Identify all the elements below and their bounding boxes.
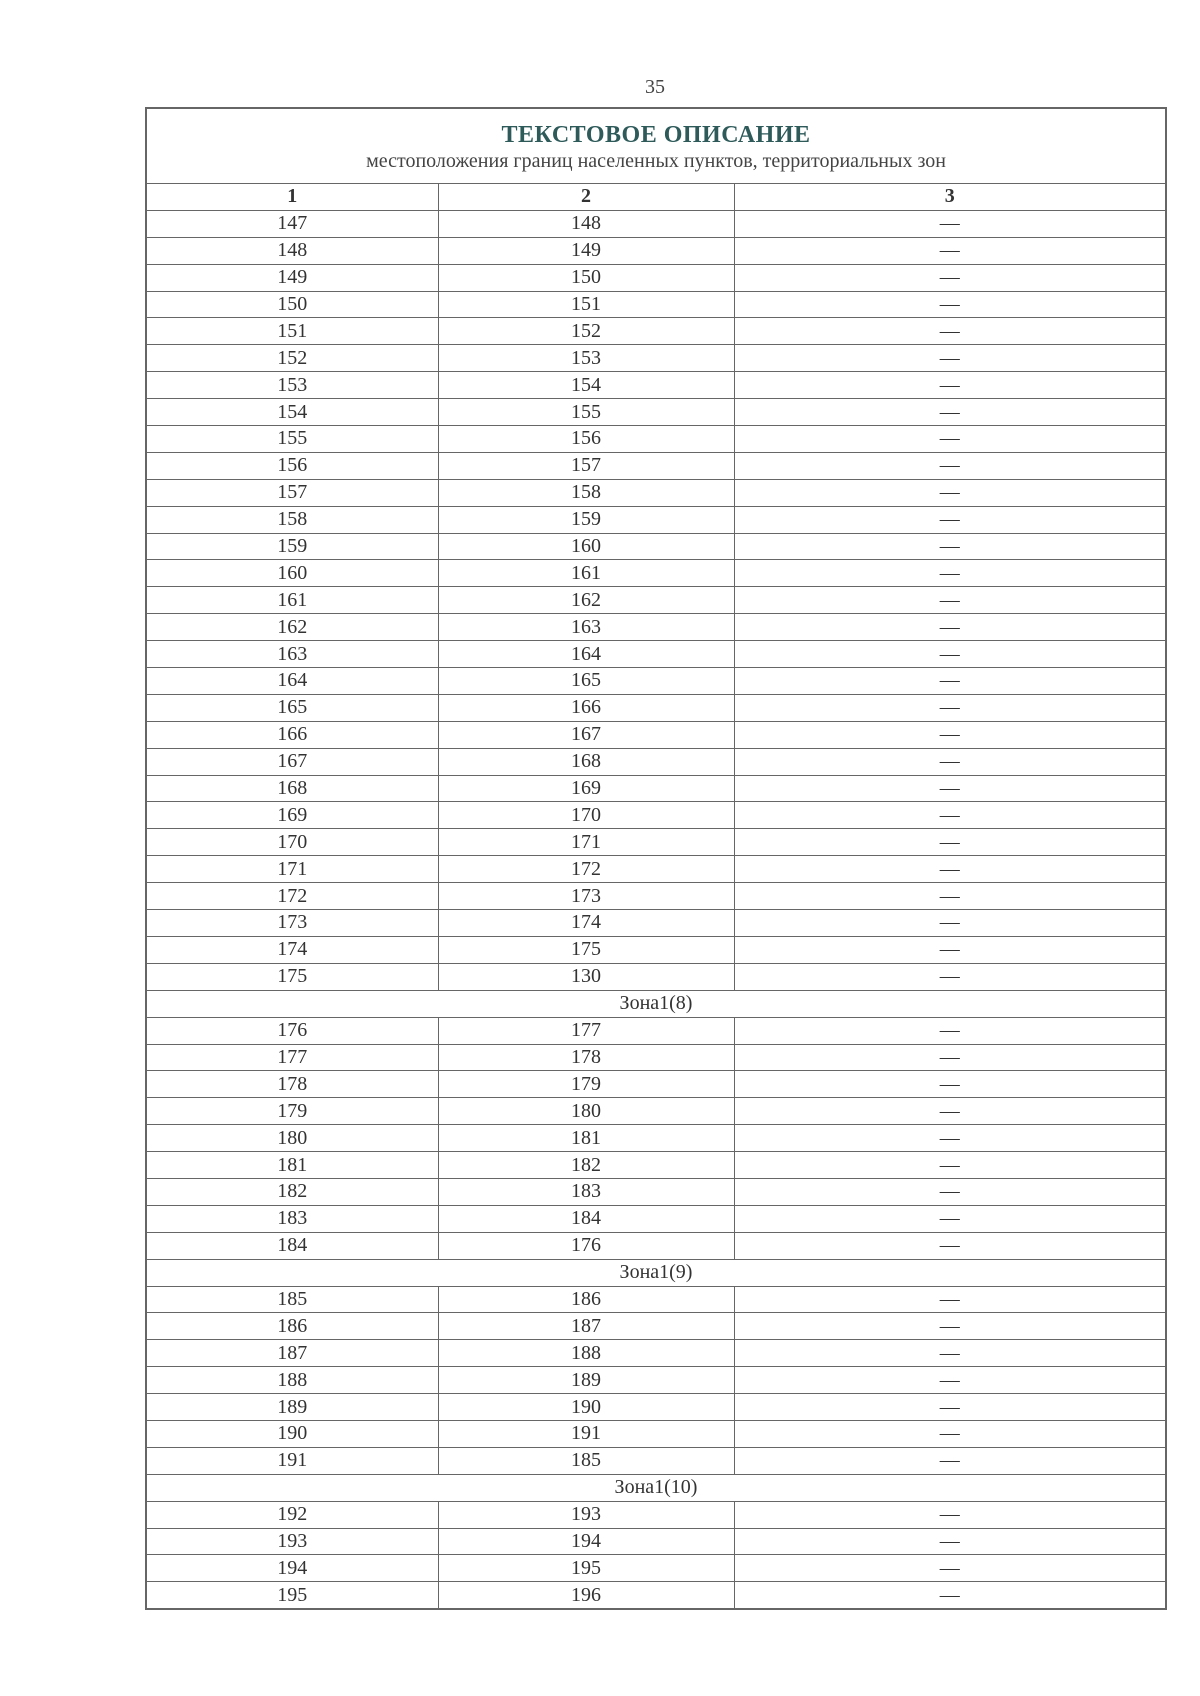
- table-header-row: [146, 184, 1166, 211]
- description-cell: —: [734, 1447, 1166, 1474]
- table-row: [146, 721, 1166, 748]
- point-to-cell: 178: [438, 1044, 734, 1071]
- point-to-cell: 188: [438, 1340, 734, 1367]
- point-from-cell: 163: [146, 641, 438, 668]
- description-cell: —: [734, 452, 1166, 479]
- point-from-cell: 158: [146, 506, 438, 533]
- point-to-cell: 153: [438, 345, 734, 372]
- point-to-cell: 191: [438, 1420, 734, 1447]
- description-cell: —: [734, 614, 1166, 641]
- point-from-cell: 152: [146, 345, 438, 372]
- table-row: [146, 1394, 1166, 1421]
- point-to-cell: 180: [438, 1098, 734, 1125]
- table-title-cell: [146, 108, 1166, 184]
- description-cell: —: [734, 399, 1166, 426]
- description-cell: —: [734, 1582, 1166, 1609]
- point-from-cell: 161: [146, 587, 438, 614]
- point-from-cell: 195: [146, 1582, 438, 1609]
- point-to-cell: 148: [438, 210, 734, 237]
- column-header-1: 1: [146, 184, 438, 211]
- point-to-cell: 149: [438, 237, 734, 264]
- point-to-cell: 195: [438, 1555, 734, 1582]
- point-to-cell: 158: [438, 479, 734, 506]
- point-to-cell: 189: [438, 1367, 734, 1394]
- point-to-cell: 162: [438, 587, 734, 614]
- description-cell: —: [734, 936, 1166, 963]
- point-to-cell: 184: [438, 1205, 734, 1232]
- table-row: [146, 1340, 1166, 1367]
- table-row: [146, 399, 1166, 426]
- table-row: [146, 1367, 1166, 1394]
- table-row: [146, 963, 1166, 990]
- point-from-cell: 169: [146, 802, 438, 829]
- table-row: [146, 1125, 1166, 1152]
- table-row: [146, 587, 1166, 614]
- description-cell: —: [734, 802, 1166, 829]
- table-row: [146, 560, 1166, 587]
- point-from-cell: 159: [146, 533, 438, 560]
- zone-row: [146, 1474, 1166, 1501]
- point-from-cell: 180: [146, 1125, 438, 1152]
- table-row: [146, 668, 1166, 695]
- table-row: [146, 936, 1166, 963]
- zone-label: Зона1(9): [146, 1259, 1166, 1286]
- zone-row: [146, 1259, 1166, 1286]
- point-to-cell: 196: [438, 1582, 734, 1609]
- point-to-cell: 166: [438, 694, 734, 721]
- point-to-cell: 130: [438, 963, 734, 990]
- zone-row: [146, 990, 1166, 1017]
- description-cell: —: [734, 1152, 1166, 1179]
- description-cell: —: [734, 1367, 1166, 1394]
- description-cell: —: [734, 1394, 1166, 1421]
- point-to-cell: 161: [438, 560, 734, 587]
- description-cell: —: [734, 963, 1166, 990]
- point-to-cell: 176: [438, 1232, 734, 1259]
- table-row: [146, 210, 1166, 237]
- table-row: [146, 1528, 1166, 1555]
- column-header-2: 2: [438, 184, 734, 211]
- point-to-cell: 182: [438, 1152, 734, 1179]
- description-cell: —: [734, 1340, 1166, 1367]
- point-from-cell: 165: [146, 694, 438, 721]
- description-cell: —: [734, 856, 1166, 883]
- table-row: [146, 856, 1166, 883]
- description-cell: —: [734, 910, 1166, 937]
- point-from-cell: 183: [146, 1205, 438, 1232]
- description-cell: —: [734, 587, 1166, 614]
- table-row: [146, 1313, 1166, 1340]
- description-cell: —: [734, 264, 1166, 291]
- table-row: [146, 614, 1166, 641]
- zone-label: Зона1(8): [146, 990, 1166, 1017]
- description-cell: —: [734, 506, 1166, 533]
- table-title-row: [146, 108, 1166, 184]
- point-from-cell: 177: [146, 1044, 438, 1071]
- description-cell: —: [734, 1098, 1166, 1125]
- description-cell: —: [734, 1017, 1166, 1044]
- point-from-cell: 149: [146, 264, 438, 291]
- table-row: [146, 1582, 1166, 1609]
- description-cell: —: [734, 479, 1166, 506]
- table-row: [146, 1555, 1166, 1582]
- point-from-cell: 164: [146, 668, 438, 695]
- point-from-cell: 151: [146, 318, 438, 345]
- point-from-cell: 185: [146, 1286, 438, 1313]
- point-from-cell: 172: [146, 883, 438, 910]
- table-row: [146, 748, 1166, 775]
- point-from-cell: 189: [146, 1394, 438, 1421]
- point-to-cell: 193: [438, 1501, 734, 1528]
- point-from-cell: 178: [146, 1071, 438, 1098]
- point-from-cell: 181: [146, 1152, 438, 1179]
- point-to-cell: 159: [438, 506, 734, 533]
- table-row: [146, 1071, 1166, 1098]
- point-to-cell: 152: [438, 318, 734, 345]
- point-from-cell: 191: [146, 1447, 438, 1474]
- description-cell: —: [734, 694, 1166, 721]
- description-cell: —: [734, 372, 1166, 399]
- description-cell: —: [734, 883, 1166, 910]
- table-row: [146, 910, 1166, 937]
- column-header-3: 3: [734, 184, 1166, 211]
- description-cell: —: [734, 318, 1166, 345]
- description-cell: —: [734, 1205, 1166, 1232]
- table-row: [146, 1017, 1166, 1044]
- point-from-cell: 147: [146, 210, 438, 237]
- table-title: ТЕКСТОВОЕ ОПИСАНИЕ: [501, 122, 811, 148]
- point-from-cell: 194: [146, 1555, 438, 1582]
- point-from-cell: 182: [146, 1178, 438, 1205]
- point-to-cell: 175: [438, 936, 734, 963]
- point-from-cell: 150: [146, 291, 438, 318]
- point-to-cell: 160: [438, 533, 734, 560]
- point-to-cell: 190: [438, 1394, 734, 1421]
- table-row: [146, 291, 1166, 318]
- description-cell: —: [734, 775, 1166, 802]
- point-from-cell: 179: [146, 1098, 438, 1125]
- point-from-cell: 156: [146, 452, 438, 479]
- point-from-cell: 187: [146, 1340, 438, 1367]
- table-row: [146, 506, 1166, 533]
- description-cell: —: [734, 1313, 1166, 1340]
- table-row: [146, 883, 1166, 910]
- description-cell: —: [734, 1420, 1166, 1447]
- point-to-cell: 151: [438, 291, 734, 318]
- description-cell: —: [734, 1528, 1166, 1555]
- point-to-cell: 186: [438, 1286, 734, 1313]
- table-row: [146, 1044, 1166, 1071]
- point-from-cell: 153: [146, 372, 438, 399]
- description-cell: —: [734, 533, 1166, 560]
- description-cell: —: [734, 1071, 1166, 1098]
- point-to-cell: 179: [438, 1071, 734, 1098]
- description-cell: —: [734, 1555, 1166, 1582]
- description-cell: —: [734, 1178, 1166, 1205]
- table-row: [146, 1152, 1166, 1179]
- point-from-cell: 148: [146, 237, 438, 264]
- zone-label: Зона1(10): [146, 1474, 1166, 1501]
- point-from-cell: 171: [146, 856, 438, 883]
- point-from-cell: 190: [146, 1420, 438, 1447]
- point-to-cell: 194: [438, 1528, 734, 1555]
- table-row: [146, 1501, 1166, 1528]
- point-from-cell: 176: [146, 1017, 438, 1044]
- table-row: [146, 694, 1166, 721]
- description-cell: —: [734, 1286, 1166, 1313]
- description-cell: —: [734, 237, 1166, 264]
- table-row: [146, 479, 1166, 506]
- point-to-cell: 156: [438, 426, 734, 453]
- point-from-cell: 174: [146, 936, 438, 963]
- point-to-cell: 155: [438, 399, 734, 426]
- table-row: [146, 372, 1166, 399]
- page-number: 35: [645, 76, 665, 98]
- table-row: [146, 426, 1166, 453]
- point-from-cell: 186: [146, 1313, 438, 1340]
- point-from-cell: 175: [146, 963, 438, 990]
- table-row: [146, 533, 1166, 560]
- table-row: [146, 318, 1166, 345]
- point-from-cell: 188: [146, 1367, 438, 1394]
- point-to-cell: 154: [438, 372, 734, 399]
- point-to-cell: 173: [438, 883, 734, 910]
- point-to-cell: 163: [438, 614, 734, 641]
- point-to-cell: 171: [438, 829, 734, 856]
- description-cell: —: [734, 426, 1166, 453]
- description-cell: —: [734, 291, 1166, 318]
- description-cell: —: [734, 668, 1166, 695]
- point-from-cell: 167: [146, 748, 438, 775]
- point-from-cell: 170: [146, 829, 438, 856]
- description-cell: —: [734, 560, 1166, 587]
- description-cell: —: [734, 1232, 1166, 1259]
- description-cell: —: [734, 829, 1166, 856]
- point-to-cell: 187: [438, 1313, 734, 1340]
- description-cell: —: [734, 345, 1166, 372]
- table-row: [146, 641, 1166, 668]
- point-to-cell: 183: [438, 1178, 734, 1205]
- point-to-cell: 165: [438, 668, 734, 695]
- description-cell: —: [734, 721, 1166, 748]
- point-from-cell: 157: [146, 479, 438, 506]
- point-to-cell: 172: [438, 856, 734, 883]
- table-row: [146, 775, 1166, 802]
- point-from-cell: 168: [146, 775, 438, 802]
- point-to-cell: 167: [438, 721, 734, 748]
- table-row: [146, 345, 1166, 372]
- point-from-cell: 162: [146, 614, 438, 641]
- description-cell: —: [734, 1044, 1166, 1071]
- table-row: [146, 1178, 1166, 1205]
- table-row: [146, 1286, 1166, 1313]
- description-cell: —: [734, 748, 1166, 775]
- table-row: [146, 1232, 1166, 1259]
- table-row: [146, 1447, 1166, 1474]
- point-from-cell: 173: [146, 910, 438, 937]
- table-row: [146, 829, 1166, 856]
- description-cell: —: [734, 1501, 1166, 1528]
- point-to-cell: 185: [438, 1447, 734, 1474]
- table-row: [146, 237, 1166, 264]
- point-from-cell: 166: [146, 721, 438, 748]
- description-cell: —: [734, 210, 1166, 237]
- point-to-cell: 164: [438, 641, 734, 668]
- point-from-cell: 193: [146, 1528, 438, 1555]
- point-to-cell: 169: [438, 775, 734, 802]
- point-to-cell: 174: [438, 910, 734, 937]
- point-to-cell: 168: [438, 748, 734, 775]
- point-to-cell: 177: [438, 1017, 734, 1044]
- point-from-cell: 192: [146, 1501, 438, 1528]
- point-to-cell: 150: [438, 264, 734, 291]
- boundary-description-table: [145, 107, 1167, 1610]
- table-row: [146, 264, 1166, 291]
- table-row: [146, 1420, 1166, 1447]
- point-from-cell: 155: [146, 426, 438, 453]
- point-to-cell: 157: [438, 452, 734, 479]
- description-cell: —: [734, 1125, 1166, 1152]
- table-row: [146, 1205, 1166, 1232]
- point-to-cell: 181: [438, 1125, 734, 1152]
- table-row: [146, 452, 1166, 479]
- point-from-cell: 160: [146, 560, 438, 587]
- point-from-cell: 184: [146, 1232, 438, 1259]
- table-subtitle: местоположения границ населенных пунктов, территориальных зон: [366, 150, 946, 172]
- table-row: [146, 802, 1166, 829]
- point-to-cell: 170: [438, 802, 734, 829]
- description-cell: —: [734, 641, 1166, 668]
- table-row: [146, 1098, 1166, 1125]
- point-from-cell: 154: [146, 399, 438, 426]
